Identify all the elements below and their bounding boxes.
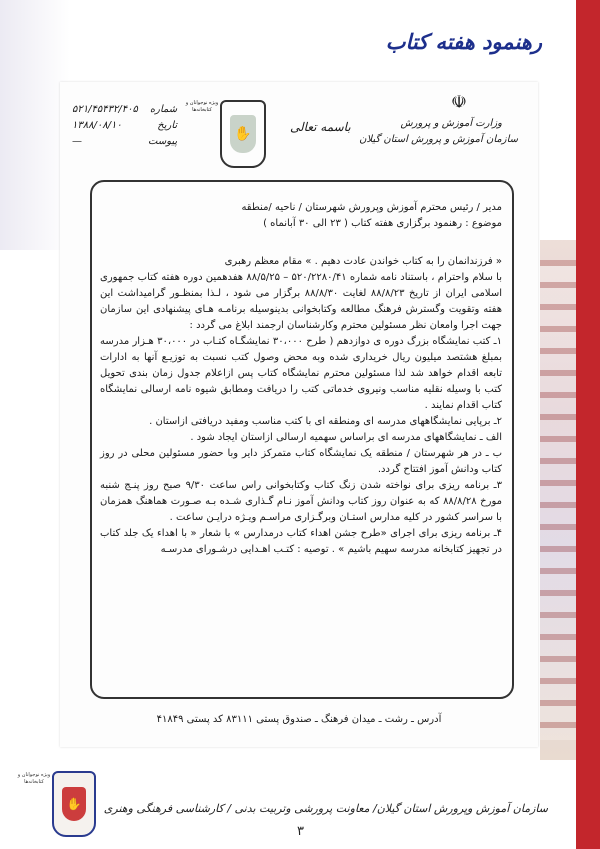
item-2: ۲ـ برپایی نمایشگاههای مدرسه ای ومنطقه ای با کتب مناسب ومفید دریافتی ازاستان . xyxy=(149,416,502,427)
organization-logo-icon: ✋ xyxy=(220,100,266,168)
page-number: ۳ xyxy=(297,824,304,839)
footer-logo-icon: ✋ xyxy=(52,771,96,837)
addressee: مدیر / رئیس محترم آموزش وپرورش شهرستان / ناحیه /منطقه xyxy=(241,202,502,213)
footer-logo-caption: ویژه نوجوانان و کتابخانه‌ها xyxy=(17,772,51,785)
right-accent-bar xyxy=(576,0,600,849)
meta-value-attachment: — xyxy=(72,136,82,147)
letter-body xyxy=(100,200,502,558)
page-title: رهنمود هفته کتاب xyxy=(385,30,542,54)
item-2b: ب ـ در هر شهرستان / منطقه یک نمایشگاه کتاب متمرکز دایر وبا حضور مسئولین محلی در روز کتاب ودانش آموز افتتاح گردد. xyxy=(100,448,502,475)
meta-label-date: تاریخ xyxy=(157,120,178,131)
iran-emblem-icon: ☫ xyxy=(450,92,468,113)
letter-meta-values xyxy=(72,102,138,150)
organization-name: سازمان آموزش و پرورش استان گیلان xyxy=(359,134,518,145)
quote: « فرزندانمان را به کتاب خواندن عادت دهیم . » مقام معظم رهبری xyxy=(224,256,502,267)
scanned-letter xyxy=(60,82,538,747)
intro-paragraph: با سلام واحترام ، باستناد نامه شماره ۵۲۰/۲۲۸۰/۴۱ – ۸۸/۵/۲۵ هفدهمین دوره هفته کتاب جمهوری اسلامی ایران از تاریخ ۸۸/۸/۲۳ لغایت ۸۸/۸/۳۰ برگزار می شود ، لـذا بمنظـور گرامیداشت این هفته وتقویت وگسترش فرهنگ مطالعه وکتابخوانی بدینوسیله برنامـه هـای پیشنهادی این سازمان جهت اجرا وامعان نظر مسئولین محترم وکارشناسان ارجمند ابلاغ می گردد : xyxy=(100,272,502,331)
subject: موضوع : رهنمود برگزاری هفته کتاب ( ۲۳ الی ۳۰ آبانماه ) xyxy=(263,218,502,229)
letter-meta-labels xyxy=(148,102,177,150)
bismillah: باسمه تعالی xyxy=(290,120,351,134)
page-footer-text: سازمان آموزش وپرورش استان گیلان/ معاونت پرورشی وتربیت بدنی / کارشناسی فرهنگی وهنری xyxy=(103,802,548,815)
decorative-book-stripes xyxy=(540,260,576,740)
ministry-name: وزارت آموزش و پرورش xyxy=(400,118,502,129)
letter-footer-address: آدرس ـ رشت ـ میدان فرهنگ ـ صندوق پستی ۸۳۱۱۱ کد پستی ۴۱۸۴۹ xyxy=(156,714,442,725)
item-3: ۳ـ برنامه ریزی برای نواخته شدن زنگ کتاب وکتابخوانی راس ساعت ۹/۳۰ صبح روز پنـج شنبه مورخ ۸۸/۸/۲۸ که به عنوان روز کتاب ودانش آموز نـام گـذاری شـده بـه صـورت هماهنگ همزمان با سراسر کشور در کلیه مدارس استـان وبرگـزاری مراسـم ویـژه درایـن ساعت . xyxy=(100,480,502,523)
meta-label-attachment: پیوست xyxy=(148,136,178,147)
letter-header xyxy=(60,82,538,182)
meta-value-number: ۵۲۱/۴۵۴۳۲/۴۰۵ xyxy=(72,104,138,115)
item-2a: الف ـ نمایشگاههای مدرسه ای براساس سهمیه ارسالی ازاستان ایجاد شود . xyxy=(190,432,502,443)
meta-label-number: شماره xyxy=(149,104,178,115)
meta-value-date: ۱۳۸۸/۰۸/۱۰ xyxy=(72,120,122,131)
item-4: ۴ـ برنامه ریزی برای اجرای «طرح جشن اهداء کتاب درمدارس » با شعار « با اهداء یک جلد کتاب در تجهیز کتابخانه مدرسه سهیم باشیم » . توصیه : کتـب اهـدایی درشـورای مدرسـه xyxy=(100,528,502,555)
item-1: ۱ـ کتب نمایشگاه بزرگ دوره ی دوازدهم ( طرح ۳۰،۰۰۰ نمایشگـاه کتـاب در ۳۰،۰۰۰ هـزار مدرسه بمبلغ هشتصد میلیون ریال خریداری شده وبه محض وصول کتب نسبت به توزیـع آنها به ادارات تابعه اقدام خواهد شد لذا مسئولین محترم نمایشگاه کتاب پس ازاعلام جدول زمان بندی تحویل کتب با وسیله نقلیه مناسب ونیروی خدماتی کتب را دریافت ومطابق شیوه نامه ارسالی نمایشگاه کتاب اقدام نمایند . xyxy=(100,336,502,411)
logo-caption: ویژه نوجوانان و کتابخانه‌ها xyxy=(185,100,219,113)
